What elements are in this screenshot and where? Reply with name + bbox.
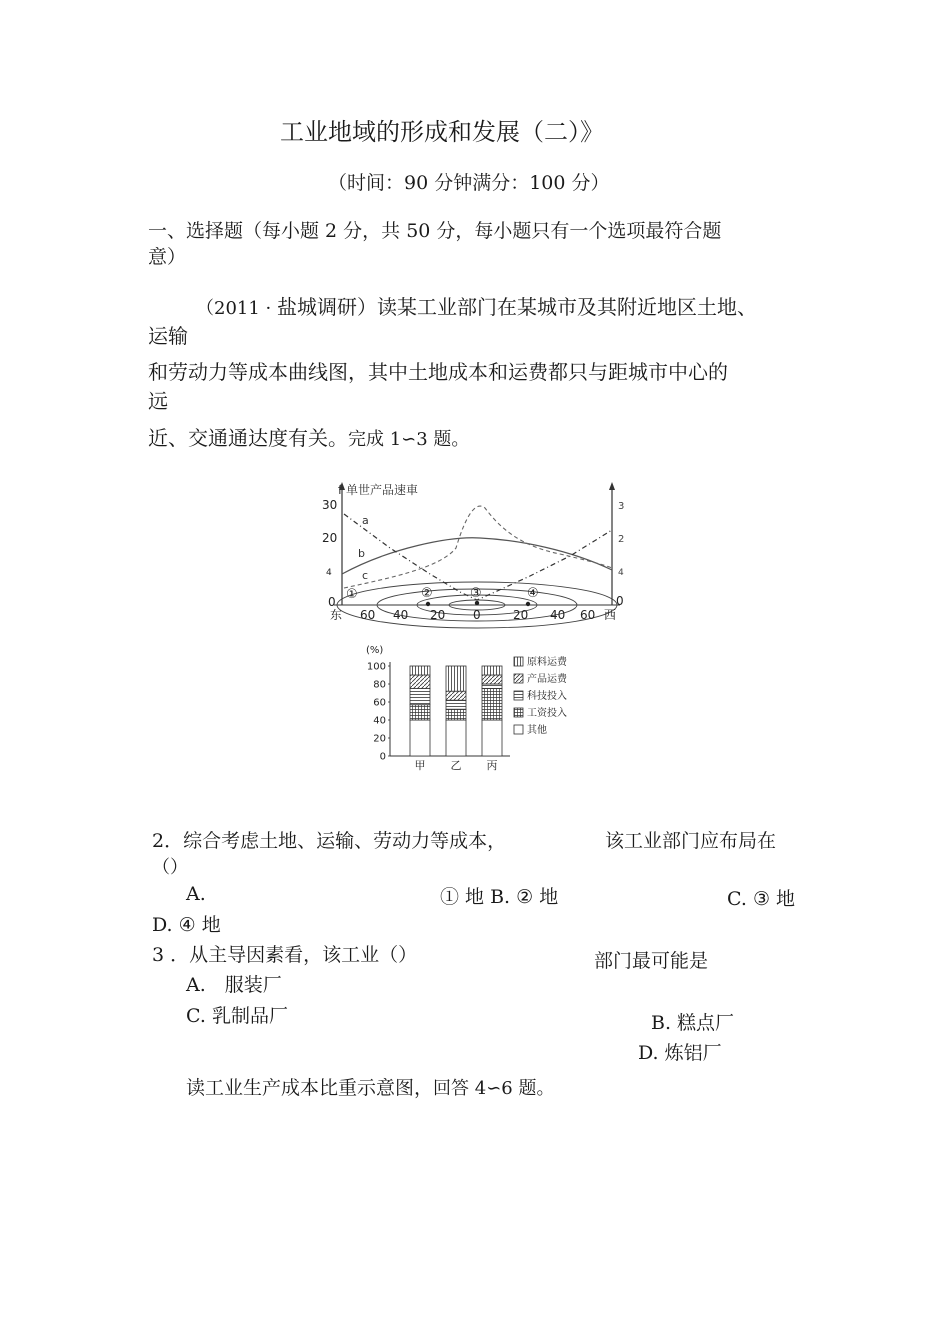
q2-stem: 2．综合考虑土地、运输、劳动力等成本， [152,830,507,852]
page-title: 工业地域的形成和发展（二）》 [280,118,604,146]
q3-stem: 3 ．从主导因素看，该工业（） [152,944,418,966]
point-label-4: ④ [527,586,539,601]
right-tick: 2 [618,534,625,545]
section-heading-line1: 一、选择题（每小题 2 分，共 50 分，每小题只有一个选项最符合题 [148,220,722,242]
bar-segment [446,666,466,691]
intro-text-1: 盐城调研）读某工业部门在某城市及其附近地区土地、 [276,295,757,319]
intro-source: （2011 · [196,298,277,319]
bar-segment [482,675,502,684]
bar-segment [410,675,430,689]
point-dot [426,602,430,606]
right-tick: 4 [618,568,624,578]
intro-bold-text: 近、交通通达度有关。 [148,426,348,450]
curve-label-b: b [358,547,365,560]
q2-stem-right: 该工业部门应布局在 [605,830,777,852]
q2-option-c: C. ③ 地 [727,888,796,910]
curve-c [344,506,612,588]
q3-option-a: A. 服装厂 [186,974,282,996]
y-tick-label: 0 [379,751,386,763]
figure-top-label: f 单世产品速車 [338,483,419,497]
x-label: 60 [580,608,596,622]
intro-line1 [196,291,757,320]
q2-option-a-label: A. [186,883,206,905]
category-label: 甲 [414,759,426,772]
bar-segment [446,720,466,756]
category-label: 乙 [450,759,462,772]
point-label-3: ③ [470,586,482,601]
left-tick: 20 [322,531,338,545]
x-label: 西 [604,608,617,622]
bar-segment [482,689,502,721]
point-dot [526,602,530,606]
legend-swatch [514,691,523,700]
bar-segment [410,705,430,720]
right-tick: 3 [618,501,625,512]
next-prompt-bold: 读工业生产成本比重示意图， [186,1077,434,1099]
x-label: 40 [393,608,409,622]
y-tick-label: 20 [373,733,386,745]
intro-line2: 运输 [148,324,188,348]
bar-segment [410,689,430,705]
curve-label-a: a [362,514,369,527]
q2-option-d: D. ④ 地 [152,914,221,936]
y-tick-label: 100 [366,661,386,673]
intro-tail: 完成 1∽3 题。 [348,429,470,450]
curve-b [342,538,612,574]
next-prompt-tail: 回答 4∽6 题。 [433,1078,555,1099]
cost-share-chart [360,642,590,774]
x-label: 60 [360,608,376,622]
legend-swatch [514,725,523,734]
bar-segment [482,666,502,675]
right-axis-arrow [609,482,615,490]
q3-stem-right: 部门最可能是 [594,950,709,972]
next-prompt [186,1073,686,1099]
legend-label: 其他 [527,725,547,736]
y-tick-label: 80 [373,679,386,691]
page-subtitle: （时间：90 分钟满分：100 分） [328,172,610,194]
right-tick: 0 [616,594,624,608]
x-label: 20 [513,608,529,622]
y-tick-label: 40 [373,715,386,727]
legend-swatch [514,657,523,666]
q2-paren: （） [152,857,188,878]
bar-segment [446,709,466,720]
bar-segment [446,691,466,700]
left-tick: 0 [328,595,336,609]
bar-segment [410,720,430,756]
section-heading-line2: 意） [148,246,187,268]
bar-segment [446,700,466,709]
x-label: 40 [550,608,566,622]
bar-segment [410,666,430,675]
point-label-2: ② [421,586,433,601]
cost-curve-figure [320,478,640,640]
left-tick: 30 [322,498,338,512]
legend-label: 原料运费 [527,657,567,668]
q3-option-d-text: D. 炼铝厂 [638,1042,722,1064]
curve-label-c: c [362,569,369,582]
q3-option-d [638,1040,738,1064]
intro-line5 [148,422,469,451]
x-label: 20 [430,608,446,622]
intro-line4: 远 [148,389,168,413]
q3-option-b: B. 糕点厂 [651,1012,735,1034]
bar-segment [482,684,502,689]
x-label: 东 [330,608,343,622]
q3-option-c: C. 乳制品厂 [186,1005,288,1027]
x-label: 0 [473,608,481,622]
point-label-1: ① [346,587,358,602]
legend-label: 工资投入 [527,708,567,719]
y-tick-label: 60 [373,697,386,709]
legend-swatch [514,708,523,717]
intro-line3: 和劳动力等成本曲线图，其中土地成本和运费都只与距城市中心的 [148,360,728,384]
legend-label: 科技投入 [527,691,567,702]
legend-label: 产品运费 [527,674,567,685]
category-label: 丙 [486,759,498,772]
point-dot [475,601,479,605]
q2-option-a-value: ① 地 B. ② 地 [440,886,559,908]
legend-swatch [514,674,523,683]
bar-segment [482,720,502,756]
y-axis-label: (%) [366,645,384,656]
left-tick: 4 [326,568,332,578]
